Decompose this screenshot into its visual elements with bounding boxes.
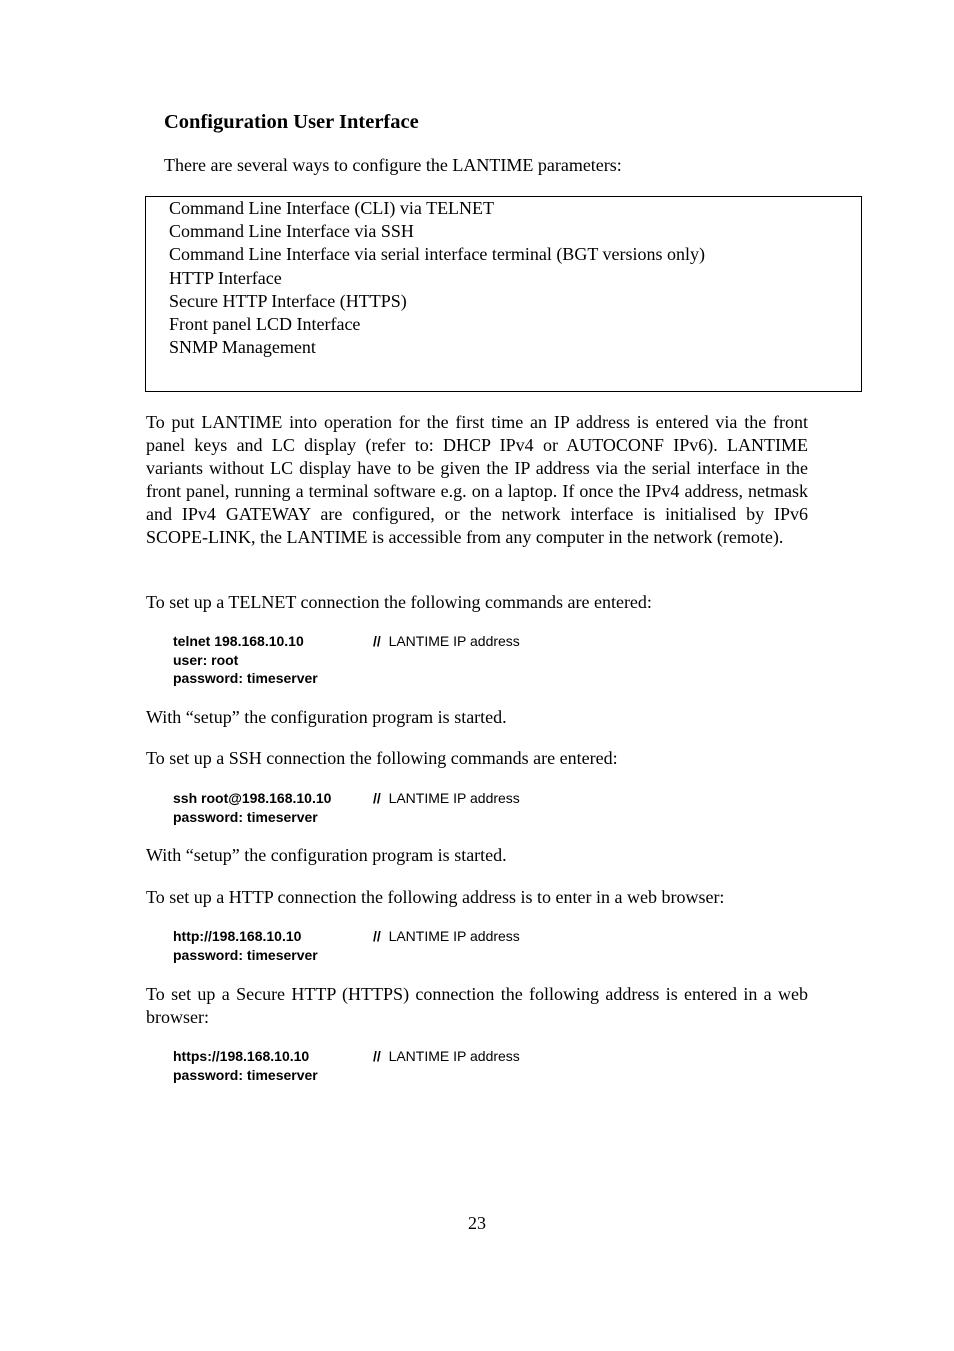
method-item: Front panel LCD Interface <box>169 314 361 335</box>
intro-text: There are several ways to configure the LANTIME parameters: <box>164 155 622 175</box>
method-item: Command Line Interface via SSH <box>169 221 414 242</box>
ssh-after-text: With “setup” the configuration program is started. <box>146 845 507 865</box>
configuration-methods-list <box>169 197 705 359</box>
command-comment: // LANTIME IP address <box>373 790 520 806</box>
telnet-lead: To set up a TELNET connection the following commands are entered: <box>146 592 652 612</box>
command-text: password: timeserver <box>173 670 318 686</box>
command-text: http://198.168.10.10 <box>173 928 302 944</box>
command-text: password: timeserver <box>173 808 318 825</box>
http-lead: To set up a HTTP connection the following address is to enter in a web browser: <box>146 887 725 907</box>
command-text: https://198.168.10.10 <box>173 1048 310 1064</box>
method-item: SNMP Management <box>169 337 316 358</box>
method-item: HTTP Interface <box>169 267 282 288</box>
configuration-methods-box <box>145 196 862 392</box>
page-number: 23 <box>468 1213 486 1233</box>
command-text: password: timeserver <box>173 1066 318 1083</box>
command-comment: // LANTIME IP address <box>373 633 520 649</box>
command-text: user: root <box>173 651 239 668</box>
method-item: Secure HTTP Interface (HTTPS) <box>169 290 407 311</box>
https-lead: To set up a Secure HTTP (HTTPS) connection the following address is entered in a web browser: <box>146 984 808 1027</box>
command-comment: // LANTIME IP address <box>373 928 520 944</box>
command-text: telnet 198.168.10.10 <box>173 633 304 649</box>
command-text: password: timeserver <box>173 946 318 963</box>
command-comment: // LANTIME IP address <box>373 1048 520 1064</box>
telnet-after-text: With “setup” the configuration program is started. <box>146 707 507 727</box>
command-text: ssh root@198.168.10.10 <box>173 790 332 806</box>
method-item: Command Line Interface (CLI) via TELNET <box>169 198 495 218</box>
section-heading: Configuration User Interface <box>164 111 419 133</box>
operation-paragraph: To put LANTIME into operation for the first time an IP address is entered via the front panel keys and LC display (refer to: DHCP IPv4 or AUTOCONF IPv6). LANTIME variants without LC display have to be given the IP address via the serial interface in the front panel, running a terminal software e.g. on a laptop. If once the IPv4 address, netmask and IPv4 GATEWAY are configured, or the network interface is initialised by IPv6 SCOPE-LINK, the LANTIME is accessible from any computer in the network (remote). <box>146 412 808 547</box>
method-item: Command Line Interface via serial interface terminal (BGT versions only) <box>169 244 705 265</box>
ssh-lead: To set up a SSH connection the following commands are entered: <box>146 748 618 768</box>
